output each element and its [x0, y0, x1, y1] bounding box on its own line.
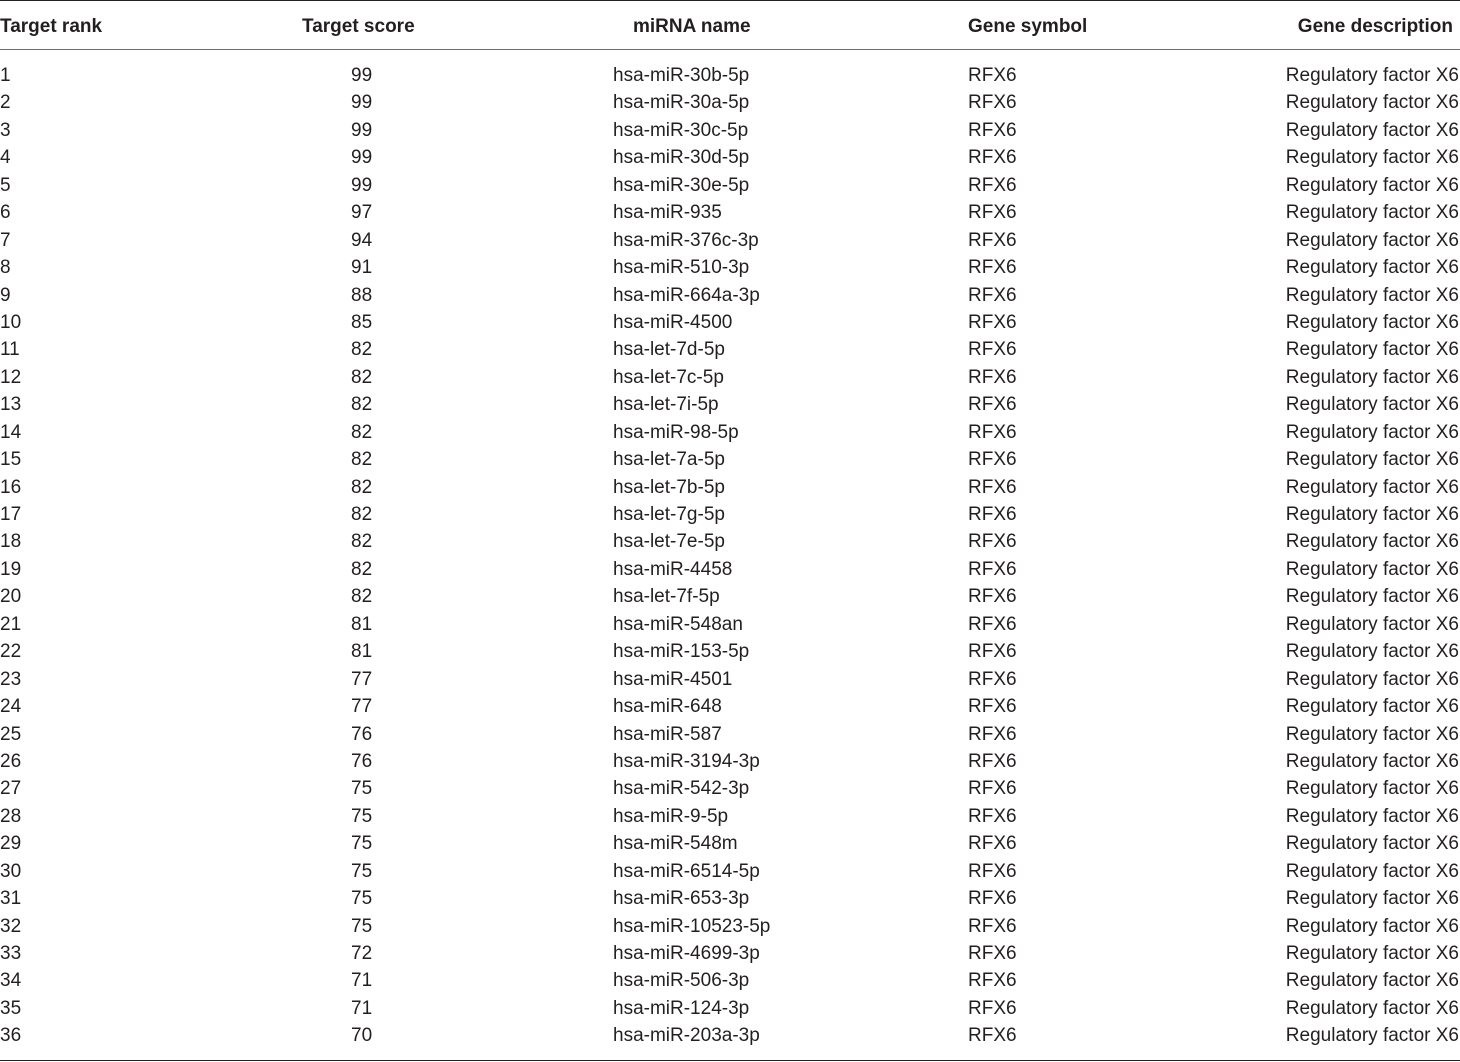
cell-gene-symbol: RFX6	[968, 943, 1017, 964]
cell-gene-description: Regulatory factor X6	[1285, 311, 1459, 333]
cell-gene-description: Regulatory factor X6	[1285, 476, 1459, 498]
cell-mirna-name: hsa-miR-6514-5p	[613, 860, 760, 882]
cell-gene-description: Regulatory factor X6	[1285, 366, 1459, 388]
cell-mirna-name: hsa-miR-30d-5p	[613, 147, 750, 169]
cell-gene-symbol: RFX6	[968, 284, 1017, 306]
table-row	[0, 199, 1460, 226]
cell-gene-symbol: RFX6	[968, 970, 1017, 992]
cell-target-rank: 16	[0, 476, 22, 498]
cell-target-score: 75	[351, 805, 373, 827]
cell-target-score: 82	[351, 476, 373, 498]
cell-target-rank: 6	[0, 202, 11, 224]
cell-mirna-name: hsa-miR-648	[613, 696, 722, 718]
table-row	[0, 227, 1460, 254]
cell-gene-description: Regulatory factor X6	[1285, 65, 1459, 86]
cell-gene-description: Regulatory factor X6	[1285, 833, 1459, 855]
cell-mirna-name: hsa-let-7i-5p	[613, 394, 719, 416]
cell-gene-symbol: RFX6	[968, 92, 1017, 114]
cell-gene-symbol: RFX6	[968, 174, 1017, 196]
cell-target-rank: 17	[0, 504, 22, 525]
table-row	[0, 666, 1460, 693]
table-row	[0, 474, 1460, 501]
cell-gene-description: Regulatory factor X6	[1285, 750, 1459, 772]
table-row	[0, 940, 1460, 967]
table-row	[0, 611, 1460, 638]
table-row	[0, 172, 1460, 199]
table-row	[0, 638, 1460, 665]
cell-gene-symbol: RFX6	[968, 504, 1017, 525]
cell-gene-symbol: RFX6	[968, 696, 1017, 718]
cell-target-rank: 3	[0, 119, 11, 141]
cell-target-score: 88	[351, 284, 373, 306]
cell-target-score: 82	[351, 586, 373, 608]
cell-gene-description: Regulatory factor X6	[1285, 1025, 1459, 1047]
cell-target-score: 91	[351, 257, 373, 279]
cell-target-rank: 4	[0, 147, 11, 169]
cell-gene-description: Regulatory factor X6	[1285, 449, 1459, 471]
column-header-gene-description: Gene description	[1297, 16, 1453, 37]
table-bottom-rule	[0, 1060, 1460, 1061]
table-row	[0, 309, 1460, 336]
cell-mirna-name: hsa-miR-10523-5p	[613, 915, 771, 937]
cell-target-rank: 13	[0, 394, 22, 416]
column-header-target-rank: Target rank	[0, 16, 103, 37]
cell-gene-symbol: RFX6	[968, 229, 1017, 251]
cell-mirna-name: hsa-miR-30a-5p	[613, 92, 750, 114]
cell-target-score: 85	[351, 311, 373, 333]
table-row	[0, 693, 1460, 720]
table-body	[0, 62, 1460, 1050]
cell-target-rank: 1	[0, 65, 11, 86]
column-header-mirna-name: miRNA name	[633, 16, 751, 37]
cell-target-rank: 12	[0, 366, 22, 388]
cell-mirna-name: hsa-miR-124-3p	[613, 997, 750, 1019]
table-row	[0, 254, 1460, 281]
table-row	[0, 62, 1460, 89]
cell-gene-symbol: RFX6	[968, 65, 1017, 86]
cell-target-score: 82	[351, 394, 373, 416]
table-row	[0, 446, 1460, 473]
cell-mirna-name: hsa-miR-4501	[613, 668, 733, 690]
cell-target-score: 82	[351, 558, 373, 580]
table-row	[0, 144, 1460, 171]
cell-gene-description: Regulatory factor X6	[1285, 641, 1459, 663]
cell-gene-symbol: RFX6	[968, 723, 1017, 745]
cell-target-rank: 14	[0, 421, 22, 443]
cell-target-rank: 27	[0, 778, 22, 800]
cell-mirna-name: hsa-let-7d-5p	[613, 339, 725, 361]
cell-mirna-name: hsa-miR-203a-3p	[613, 1025, 760, 1047]
cell-gene-symbol: RFX6	[968, 586, 1017, 608]
cell-gene-symbol: RFX6	[968, 394, 1017, 416]
cell-gene-description: Regulatory factor X6	[1285, 504, 1459, 525]
cell-gene-description: Regulatory factor X6	[1285, 229, 1459, 251]
cell-gene-description: Regulatory factor X6	[1285, 778, 1459, 800]
cell-gene-symbol: RFX6	[968, 531, 1017, 553]
cell-target-rank: 8	[0, 257, 11, 279]
cell-gene-symbol: RFX6	[968, 339, 1017, 361]
cell-gene-symbol: RFX6	[968, 311, 1017, 333]
cell-target-score: 82	[351, 504, 373, 525]
cell-target-rank: 23	[0, 668, 22, 690]
cell-gene-description: Regulatory factor X6	[1285, 943, 1459, 964]
table-row	[0, 913, 1460, 940]
table-row	[0, 775, 1460, 802]
cell-target-rank: 21	[0, 613, 22, 635]
cell-mirna-name: hsa-miR-506-3p	[613, 970, 750, 992]
cell-gene-symbol: RFX6	[968, 805, 1017, 827]
cell-target-rank: 28	[0, 805, 22, 827]
table-row	[0, 1022, 1460, 1049]
cell-gene-symbol: RFX6	[968, 476, 1017, 498]
cell-mirna-name: hsa-miR-30c-5p	[613, 119, 749, 141]
cell-target-score: 75	[351, 778, 373, 800]
table-row	[0, 336, 1460, 363]
cell-gene-symbol: RFX6	[968, 778, 1017, 800]
cell-mirna-name: hsa-miR-510-3p	[613, 257, 750, 279]
cell-gene-description: Regulatory factor X6	[1285, 284, 1459, 306]
column-header-gene-symbol: Gene symbol	[968, 16, 1088, 37]
cell-target-rank: 11	[0, 339, 20, 361]
cell-gene-symbol: RFX6	[968, 750, 1017, 772]
cell-target-rank: 34	[0, 970, 22, 992]
cell-gene-description: Regulatory factor X6	[1285, 997, 1459, 1019]
cell-target-rank: 22	[0, 641, 22, 663]
cell-target-score: 72	[351, 943, 373, 964]
cell-target-rank: 36	[0, 1025, 22, 1047]
table-row	[0, 830, 1460, 857]
cell-target-score: 75	[351, 915, 373, 937]
cell-gene-description: Regulatory factor X6	[1285, 257, 1459, 279]
table-row	[0, 748, 1460, 775]
table-row	[0, 803, 1460, 830]
cell-gene-symbol: RFX6	[968, 119, 1017, 141]
cell-gene-description: Regulatory factor X6	[1285, 860, 1459, 882]
cell-gene-description: Regulatory factor X6	[1285, 888, 1459, 910]
cell-target-score: 75	[351, 888, 373, 910]
cell-mirna-name: hsa-miR-4500	[613, 311, 733, 333]
table-row	[0, 858, 1460, 885]
cell-gene-description: Regulatory factor X6	[1285, 696, 1459, 718]
cell-mirna-name: hsa-let-7b-5p	[613, 476, 725, 498]
cell-gene-description: Regulatory factor X6	[1285, 805, 1459, 827]
cell-gene-symbol: RFX6	[968, 997, 1017, 1019]
cell-mirna-name: hsa-miR-4699-3p	[613, 943, 760, 964]
cell-target-score: 94	[351, 229, 373, 251]
cell-target-score: 75	[351, 860, 373, 882]
cell-target-score: 76	[351, 750, 373, 772]
table-header-rule	[0, 49, 1460, 50]
cell-target-rank: 31	[0, 888, 22, 910]
cell-gene-description: Regulatory factor X6	[1285, 174, 1459, 196]
cell-mirna-name: hsa-miR-587	[613, 723, 722, 745]
cell-mirna-name: hsa-miR-653-3p	[613, 888, 750, 910]
cell-target-rank: 20	[0, 586, 22, 608]
cell-gene-description: Regulatory factor X6	[1285, 339, 1459, 361]
cell-target-rank: 7	[0, 229, 11, 251]
cell-target-score: 99	[351, 119, 373, 141]
table-row	[0, 117, 1460, 144]
cell-target-score: 75	[351, 833, 373, 855]
table-row	[0, 885, 1460, 912]
cell-target-rank: 35	[0, 997, 22, 1019]
cell-target-rank: 19	[0, 558, 22, 580]
cell-mirna-name: hsa-miR-98-5p	[613, 421, 739, 443]
cell-target-score: 70	[351, 1025, 373, 1047]
table-row	[0, 364, 1460, 391]
cell-mirna-name: hsa-let-7g-5p	[613, 504, 725, 525]
cell-gene-symbol: RFX6	[968, 613, 1017, 635]
table-row	[0, 583, 1460, 610]
cell-gene-symbol: RFX6	[968, 449, 1017, 471]
cell-mirna-name: hsa-miR-376c-3p	[613, 229, 759, 251]
column-header-target-score: Target score	[302, 16, 415, 37]
cell-target-score: 76	[351, 723, 373, 745]
cell-mirna-name: hsa-miR-4458	[613, 558, 733, 580]
cell-target-score: 99	[351, 92, 373, 114]
table-row	[0, 995, 1460, 1022]
cell-mirna-name: hsa-miR-153-5p	[613, 641, 750, 663]
cell-target-score: 82	[351, 449, 373, 471]
cell-mirna-name: hsa-miR-9-5p	[613, 805, 729, 827]
cell-target-rank: 18	[0, 531, 22, 553]
cell-mirna-name: hsa-let-7c-5p	[613, 366, 724, 388]
table-row	[0, 282, 1460, 309]
cell-target-rank: 15	[0, 449, 22, 471]
table-row	[0, 721, 1460, 748]
cell-mirna-name: hsa-miR-664a-3p	[613, 284, 760, 306]
table-row	[0, 419, 1460, 446]
cell-gene-symbol: RFX6	[968, 641, 1017, 663]
cell-target-rank: 2	[0, 92, 11, 114]
cell-target-score: 99	[351, 147, 373, 169]
cell-target-score: 71	[351, 970, 373, 992]
cell-mirna-name: hsa-miR-30e-5p	[613, 174, 750, 196]
cell-target-rank: 26	[0, 750, 22, 772]
cell-gene-description: Regulatory factor X6	[1285, 586, 1459, 608]
cell-mirna-name: hsa-miR-30b-5p	[613, 65, 750, 86]
cell-target-rank: 33	[0, 943, 22, 964]
cell-gene-symbol: RFX6	[968, 860, 1017, 882]
cell-gene-description: Regulatory factor X6	[1285, 394, 1459, 416]
table-row	[0, 556, 1460, 583]
table-row	[0, 501, 1460, 528]
cell-mirna-name: hsa-miR-548an	[613, 613, 743, 635]
cell-target-score: 77	[351, 696, 373, 718]
cell-target-score: 82	[351, 366, 373, 388]
cell-target-score: 82	[351, 531, 373, 553]
cell-gene-description: Regulatory factor X6	[1285, 613, 1459, 635]
cell-target-score: 81	[351, 613, 373, 635]
cell-target-rank: 24	[0, 696, 22, 718]
table-row	[0, 967, 1460, 994]
cell-gene-description: Regulatory factor X6	[1285, 531, 1459, 553]
table-row	[0, 391, 1460, 418]
cell-gene-symbol: RFX6	[968, 421, 1017, 443]
cell-gene-symbol: RFX6	[968, 202, 1017, 224]
table-header-row	[0, 0, 1460, 49]
table-row	[0, 89, 1460, 116]
cell-target-rank: 5	[0, 174, 11, 196]
cell-target-score: 77	[351, 668, 373, 690]
cell-mirna-name: hsa-let-7a-5p	[613, 449, 725, 471]
cell-target-score: 99	[351, 65, 373, 86]
cell-gene-symbol: RFX6	[968, 257, 1017, 279]
cell-gene-description: Regulatory factor X6	[1285, 119, 1459, 141]
cell-mirna-name: hsa-miR-3194-3p	[613, 750, 760, 772]
cell-target-score: 82	[351, 421, 373, 443]
table-row	[0, 528, 1460, 555]
cell-gene-symbol: RFX6	[968, 888, 1017, 910]
cell-gene-symbol: RFX6	[968, 915, 1017, 937]
cell-gene-symbol: RFX6	[968, 366, 1017, 388]
cell-gene-description: Regulatory factor X6	[1285, 202, 1459, 224]
cell-target-score: 99	[351, 174, 373, 196]
cell-mirna-name: hsa-let-7e-5p	[613, 531, 725, 553]
cell-target-score: 97	[351, 202, 373, 224]
cell-gene-description: Regulatory factor X6	[1285, 723, 1459, 745]
cell-gene-description: Regulatory factor X6	[1285, 147, 1459, 169]
cell-gene-symbol: RFX6	[968, 1025, 1017, 1047]
cell-gene-symbol: RFX6	[968, 558, 1017, 580]
cell-target-rank: 32	[0, 915, 22, 937]
cell-mirna-name: hsa-let-7f-5p	[613, 586, 720, 608]
cell-mirna-name: hsa-miR-935	[613, 202, 722, 224]
cell-target-score: 81	[351, 641, 373, 663]
cell-gene-description: Regulatory factor X6	[1285, 668, 1459, 690]
cell-target-score: 82	[351, 339, 373, 361]
cell-gene-description: Regulatory factor X6	[1285, 915, 1459, 937]
cell-gene-symbol: RFX6	[968, 668, 1017, 690]
cell-target-rank: 29	[0, 833, 22, 855]
cell-gene-description: Regulatory factor X6	[1285, 421, 1459, 443]
cell-gene-description: Regulatory factor X6	[1285, 558, 1459, 580]
cell-target-score: 71	[351, 997, 373, 1019]
cell-gene-symbol: RFX6	[968, 147, 1017, 169]
cell-target-rank: 10	[0, 311, 22, 333]
cell-target-rank: 30	[0, 860, 22, 882]
cell-target-rank: 9	[0, 284, 11, 306]
cell-target-rank: 25	[0, 723, 22, 745]
cell-gene-symbol: RFX6	[968, 833, 1017, 855]
cell-gene-description: Regulatory factor X6	[1285, 970, 1459, 992]
cell-gene-description: Regulatory factor X6	[1285, 92, 1459, 114]
cell-mirna-name: hsa-miR-548m	[613, 833, 738, 855]
cell-mirna-name: hsa-miR-542-3p	[613, 778, 750, 800]
